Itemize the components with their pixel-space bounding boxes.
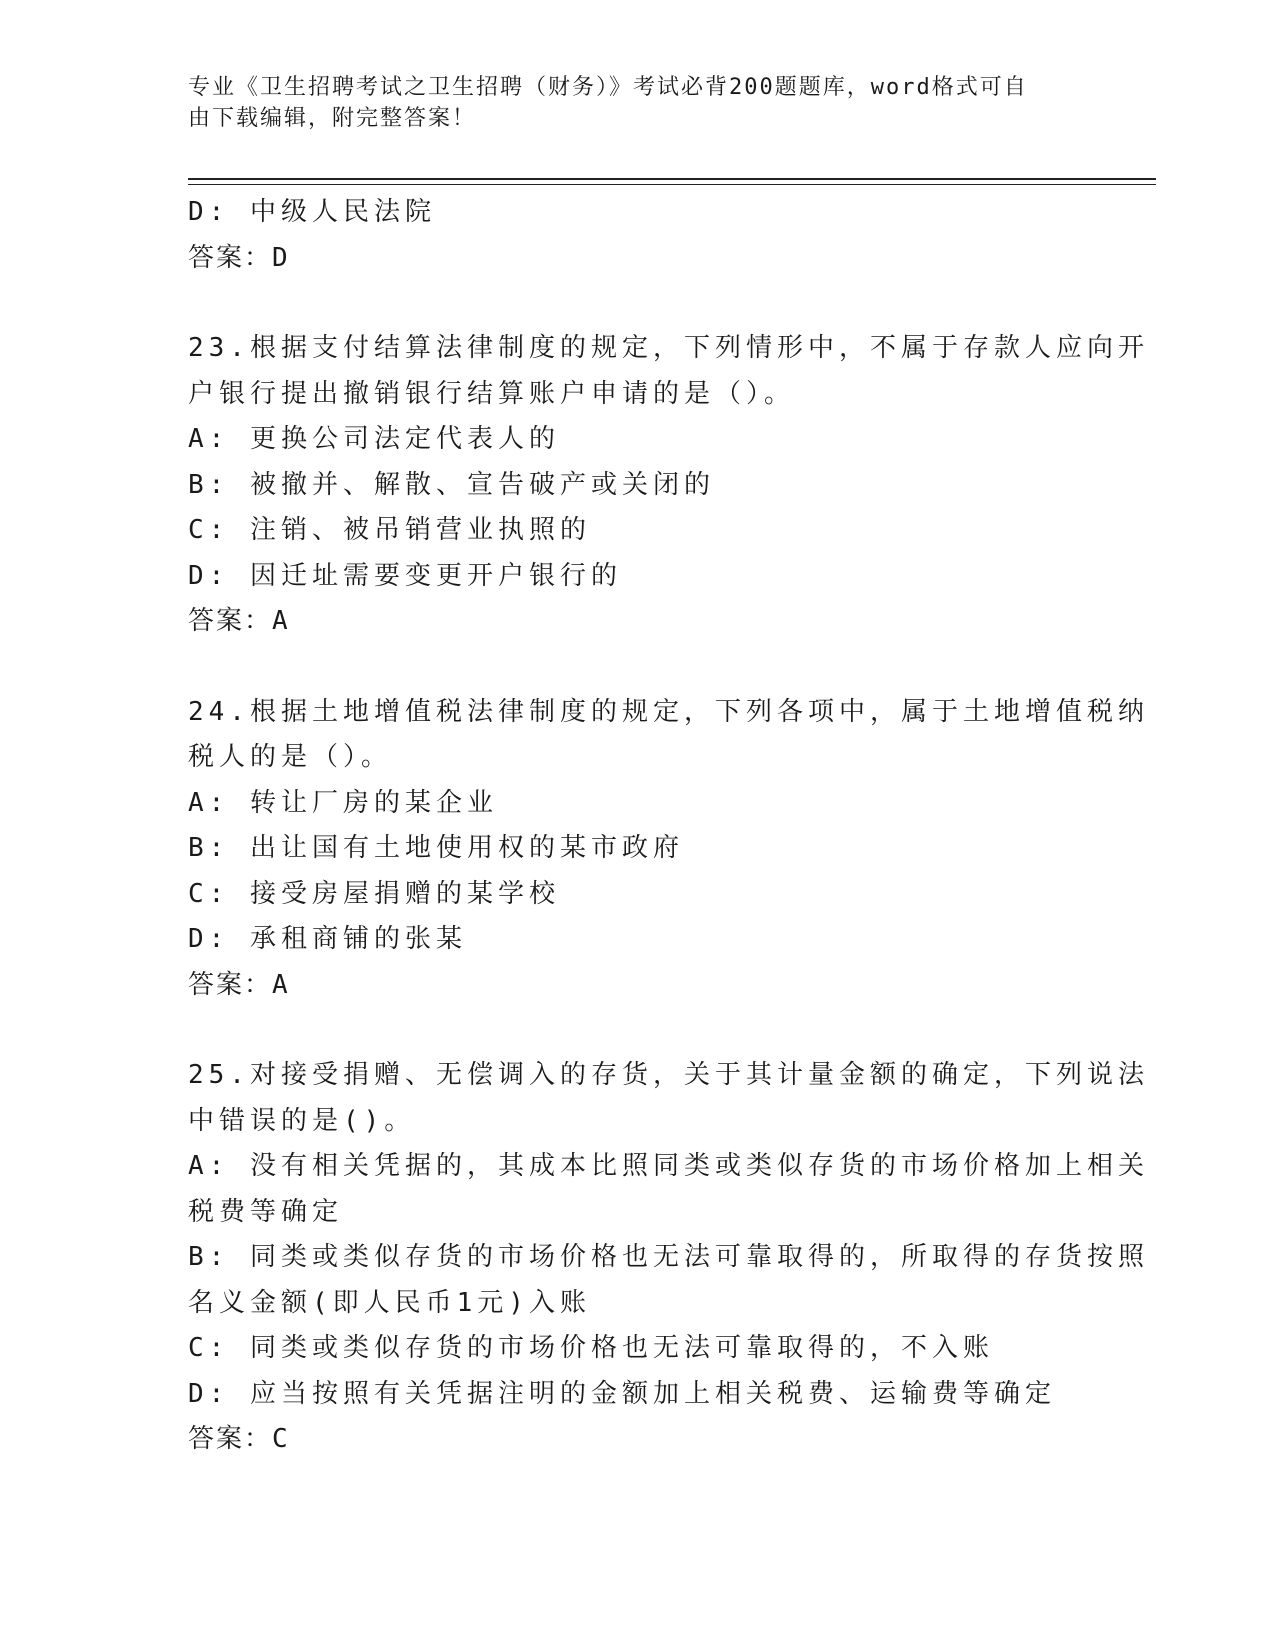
document-header xyxy=(188,72,1088,134)
option-a-cont: 税费等确定 xyxy=(188,1196,344,1227)
question-24 xyxy=(188,690,1149,1009)
option-d: D: 承租商铺的张某 xyxy=(188,924,467,954)
answer-label: 答案： xyxy=(188,1424,273,1454)
answer-value: D xyxy=(272,242,290,273)
option-c: C: 同类或类似存货的市场价格也无法可靠取得的，不入账 xyxy=(188,1333,994,1363)
question-stem-line: 25.对接受捐赠、无偿调入的存货，关于其计量金额的确定，下列说法 xyxy=(188,1060,1149,1090)
option-c: C: 注销、被吊销营业执照的 xyxy=(188,515,591,545)
question-content xyxy=(188,190,1149,1463)
question-stem-line: 税人的是（）。 xyxy=(188,742,393,772)
question-answer xyxy=(188,963,1108,1009)
answer-value: A xyxy=(272,969,290,1000)
header-rule-thick xyxy=(188,178,1156,180)
question-stem-line: 中错误的是()。 xyxy=(188,1105,416,1136)
option-b-cont: 名义金额(即人民币1元)入账 xyxy=(188,1287,591,1318)
question-25 xyxy=(188,1053,1149,1463)
carry-answer xyxy=(188,236,1108,282)
option-b: B: 出让国有土地使用权的某市政府 xyxy=(188,833,684,863)
answer-label: 答案： xyxy=(188,242,273,273)
question-answer xyxy=(188,599,1108,645)
option-d: D: 因迁址需要变更开户银行的 xyxy=(188,560,622,591)
option-a: A: 更换公司法定代表人的 xyxy=(188,424,560,454)
option-b: B: 同类或类似存货的市场价格也无法可靠取得的，所取得的存货按照 xyxy=(188,1242,1149,1272)
header-rule-thin xyxy=(188,184,1156,185)
answer-value: C xyxy=(272,1424,290,1454)
option-a: A: 没有相关凭据的，其成本比照同类或类似存货的市场价格加上相关 xyxy=(188,1151,1149,1181)
header-line-1: 专业《卫生招聘考试之卫生招聘（财务）》考试必背200题题库，word格式可自 xyxy=(188,75,1028,100)
option-b: B: 被撤并、解散、宣告破产或关闭的 xyxy=(188,469,715,500)
option-a: A: 转让厂房的某企业 xyxy=(188,787,498,818)
question-answer xyxy=(188,1417,1108,1463)
question-23 xyxy=(188,326,1149,645)
question-stem-line: 户银行提出撤销银行结算账户申请的是（）。 xyxy=(188,378,796,409)
answer-label: 答案： xyxy=(188,969,273,1000)
option-d: D: 应当按照有关凭据注明的金额加上相关税费、运输费等确定 xyxy=(188,1378,1056,1409)
answer-value: A xyxy=(272,606,290,636)
question-stem-line: 23.根据支付结算法律制度的规定，下列情形中，不属于存款人应向开 xyxy=(188,333,1149,363)
question-stem-line: 24.根据土地增值税法律制度的规定，下列各项中，属于土地增值税纳 xyxy=(188,696,1149,727)
answer-label: 答案： xyxy=(188,606,273,636)
header-line-2: 由下载编辑，附完整答案！ xyxy=(188,106,477,131)
carry-option-d: D: 中级人民法院 xyxy=(188,197,436,227)
option-c: C: 接受房屋捐赠的某学校 xyxy=(188,878,560,909)
